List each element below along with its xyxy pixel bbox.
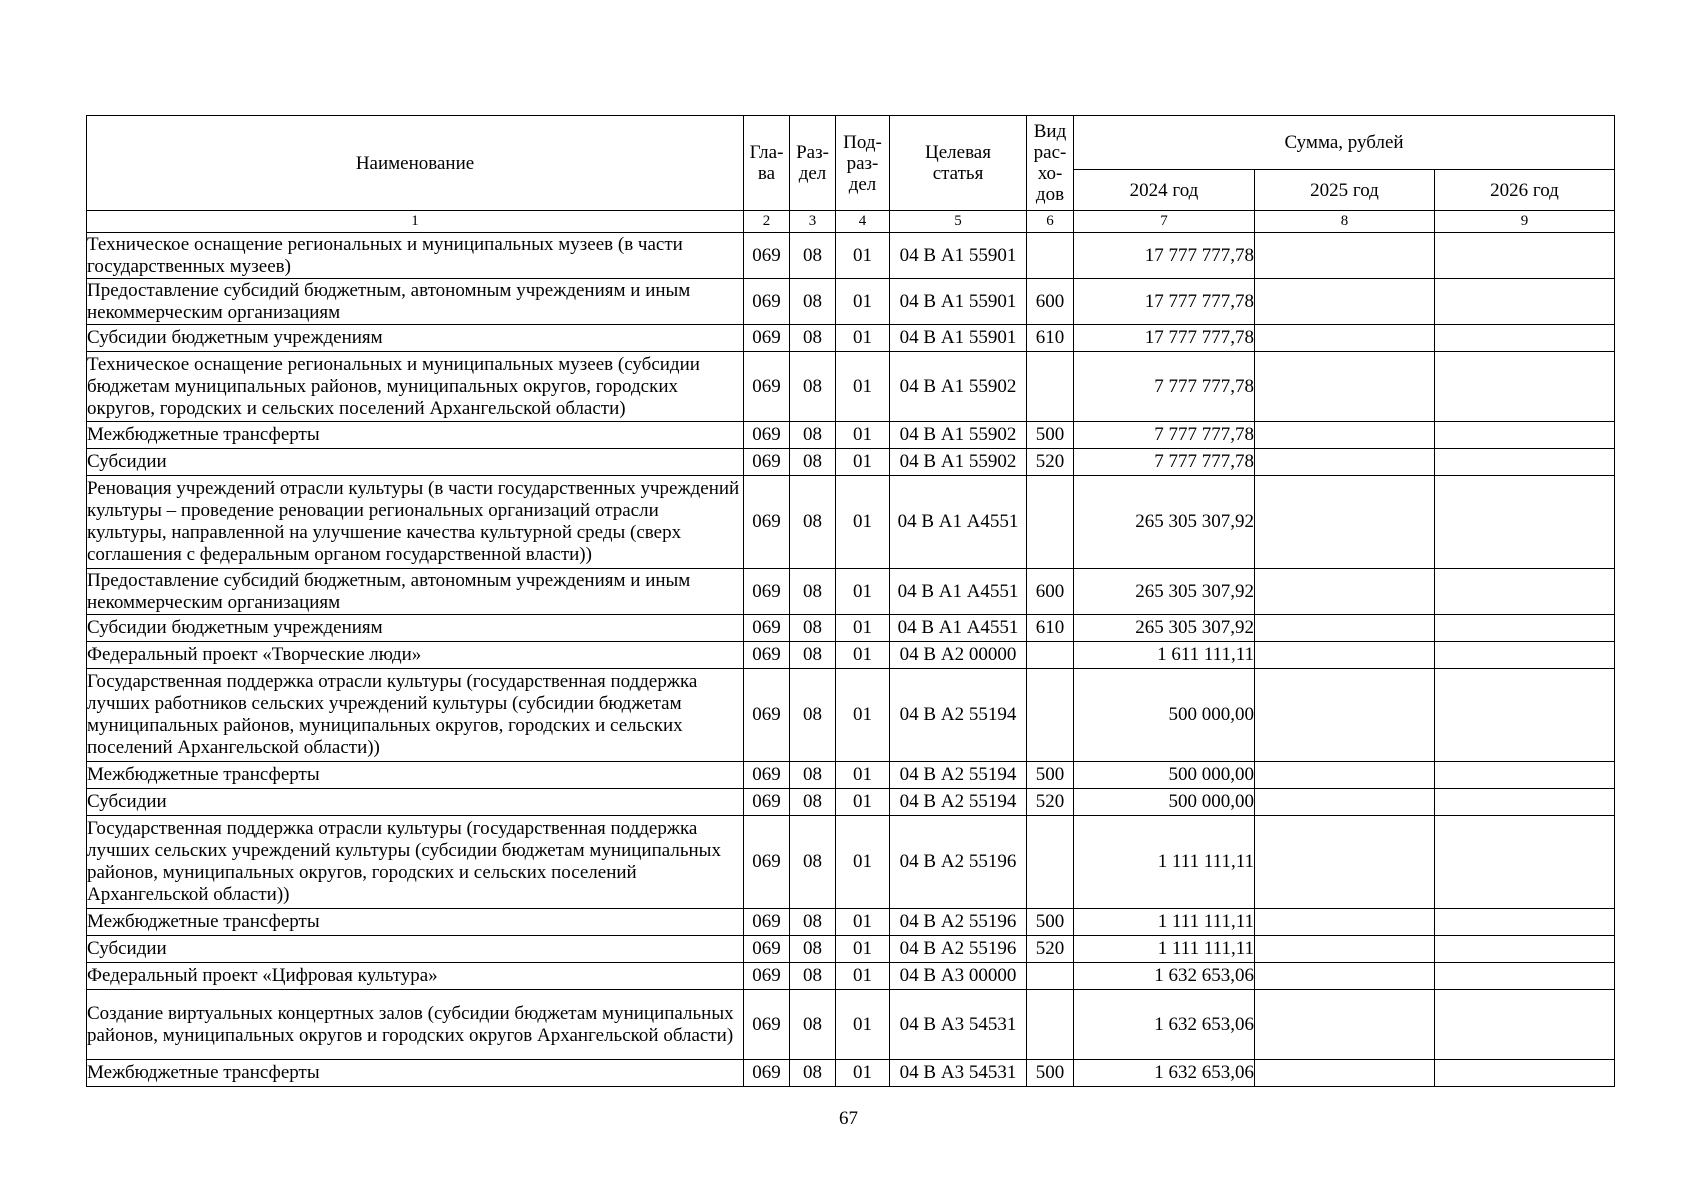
header-name: Наименование (87, 116, 744, 211)
row-subsection: 01 (836, 279, 890, 325)
row-target-article: 04 В А3 54531 (890, 990, 1027, 1060)
row-sum-2026 (1435, 936, 1615, 963)
row-chapter: 069 (744, 936, 790, 963)
table-row (87, 642, 1615, 669)
row-expense-type: 600 (1027, 279, 1074, 325)
row-section: 08 (790, 422, 836, 449)
row-target-article: 04 В А2 55196 (890, 936, 1027, 963)
row-sum-2025 (1255, 569, 1435, 615)
row-name: Субсидии бюджетным учреждениям (87, 325, 744, 352)
row-subsection: 01 (836, 233, 890, 279)
row-section: 08 (790, 279, 836, 325)
row-sum-2024: 1 632 653,06 (1074, 963, 1255, 990)
row-expense-type: 500 (1027, 1060, 1074, 1087)
row-chapter: 069 (744, 352, 790, 422)
row-sum-2024: 1 111 111,11 (1074, 936, 1255, 963)
row-section: 08 (790, 476, 836, 569)
row-chapter: 069 (744, 325, 790, 352)
row-sum-2026 (1435, 279, 1615, 325)
row-chapter: 069 (744, 1060, 790, 1087)
row-sum-2025 (1255, 279, 1435, 325)
row-expense-type (1027, 816, 1074, 909)
row-sum-2024: 265 305 307,92 (1074, 615, 1255, 642)
row-sum-2024: 7 777 777,78 (1074, 352, 1255, 422)
row-name: Государственная поддержка отрасли культуры (государственная поддержка лучших работников сельских учреждений культуры (субсидии бюджетам муниципальных районов, муниципальных округов, городских и сельских поселений Архангельской области)) (87, 669, 744, 762)
row-sum-2024: 7 777 777,78 (1074, 422, 1255, 449)
row-subsection: 01 (836, 642, 890, 669)
header-sum: Сумма, рублей (1074, 116, 1615, 170)
row-subsection: 01 (836, 615, 890, 642)
row-expense-type: 520 (1027, 789, 1074, 816)
row-section: 08 (790, 615, 836, 642)
row-section: 08 (790, 233, 836, 279)
header-section: Раз- дел (790, 116, 836, 211)
row-sum-2026 (1435, 449, 1615, 476)
table-row (87, 352, 1615, 422)
row-name: Создание виртуальных концертных залов (субсидии бюджетам муниципальных районов, муниципальных округов и городских округов Архангельской области) (87, 990, 744, 1060)
table-row (87, 615, 1615, 642)
row-subsection: 01 (836, 422, 890, 449)
row-sum-2025 (1255, 762, 1435, 789)
row-subsection: 01 (836, 936, 890, 963)
row-sum-2026 (1435, 233, 1615, 279)
row-expense-type: 610 (1027, 615, 1074, 642)
row-sum-2024: 1 611 111,11 (1074, 642, 1255, 669)
row-section: 08 (790, 325, 836, 352)
row-chapter: 069 (744, 816, 790, 909)
table-row (87, 762, 1615, 789)
row-sum-2025 (1255, 449, 1435, 476)
row-target-article: 04 В А2 55194 (890, 762, 1027, 789)
row-sum-2026 (1435, 642, 1615, 669)
row-chapter: 069 (744, 990, 790, 1060)
row-expense-type (1027, 990, 1074, 1060)
table-row (87, 1060, 1615, 1087)
column-number: 3 (790, 211, 836, 233)
row-target-article: 04 В А1 55901 (890, 325, 1027, 352)
table-row (87, 936, 1615, 963)
row-name: Субсидии бюджетным учреждениям (87, 615, 744, 642)
row-sum-2025 (1255, 615, 1435, 642)
row-name: Межбюджетные трансферты (87, 1060, 744, 1087)
row-subsection: 01 (836, 569, 890, 615)
table-body (87, 233, 1615, 1087)
row-sum-2026 (1435, 669, 1615, 762)
row-target-article: 04 В А1 55901 (890, 279, 1027, 325)
row-sum-2025 (1255, 1060, 1435, 1087)
row-sum-2024: 1 111 111,11 (1074, 816, 1255, 909)
row-section: 08 (790, 669, 836, 762)
table-row (87, 789, 1615, 816)
column-number: 2 (744, 211, 790, 233)
row-name: Государственная поддержка отрасли культуры (государственная поддержка лучших сельских учреждений культуры (субсидии бюджетам муниципальных районов, муниципальных округов, городских и сельских поселений Архангельской области)) (87, 816, 744, 909)
row-expense-type: 520 (1027, 449, 1074, 476)
row-sum-2024: 1 632 653,06 (1074, 1060, 1255, 1087)
row-subsection: 01 (836, 789, 890, 816)
row-name: Федеральный проект «Цифровая культура» (87, 963, 744, 990)
row-sum-2026 (1435, 816, 1615, 909)
row-target-article: 04 В А1 55901 (890, 233, 1027, 279)
page-number: 67 (839, 1108, 858, 1129)
header-subsection: Под- раз- дел (836, 116, 890, 211)
row-chapter: 069 (744, 615, 790, 642)
row-target-article: 04 В А1 А4551 (890, 476, 1027, 569)
row-expense-type (1027, 233, 1074, 279)
row-sum-2026 (1435, 569, 1615, 615)
row-chapter: 069 (744, 762, 790, 789)
row-sum-2025 (1255, 642, 1435, 669)
column-number: 5 (890, 211, 1027, 233)
row-subsection: 01 (836, 449, 890, 476)
row-sum-2024: 500 000,00 (1074, 669, 1255, 762)
row-section: 08 (790, 936, 836, 963)
row-section: 08 (790, 569, 836, 615)
row-target-article: 04 В А1 А4551 (890, 569, 1027, 615)
row-section: 08 (790, 762, 836, 789)
row-name: Межбюджетные трансферты (87, 909, 744, 936)
row-sum-2026 (1435, 762, 1615, 789)
row-chapter: 069 (744, 642, 790, 669)
row-target-article: 04 В А2 55194 (890, 669, 1027, 762)
row-subsection: 01 (836, 669, 890, 762)
row-name: Межбюджетные трансферты (87, 762, 744, 789)
row-sum-2025 (1255, 233, 1435, 279)
row-subsection: 01 (836, 1060, 890, 1087)
row-chapter: 069 (744, 476, 790, 569)
row-target-article: 04 В А3 54531 (890, 1060, 1027, 1087)
column-number: 4 (836, 211, 890, 233)
row-sum-2025 (1255, 816, 1435, 909)
column-number: 8 (1255, 211, 1435, 233)
row-sum-2025 (1255, 476, 1435, 569)
row-section: 08 (790, 816, 836, 909)
column-number: 1 (87, 211, 744, 233)
row-sum-2024: 500 000,00 (1074, 789, 1255, 816)
row-expense-type (1027, 963, 1074, 990)
row-name: Субсидии (87, 936, 744, 963)
row-section: 08 (790, 789, 836, 816)
row-sum-2025 (1255, 990, 1435, 1060)
header-year-2026: 2026 год (1435, 170, 1615, 211)
row-sum-2024: 7 777 777,78 (1074, 449, 1255, 476)
header-chapter: Гла- ва (744, 116, 790, 211)
row-subsection: 01 (836, 909, 890, 936)
table-row (87, 325, 1615, 352)
table-row (87, 476, 1615, 569)
row-name: Межбюджетные трансферты (87, 422, 744, 449)
row-section: 08 (790, 963, 836, 990)
row-sum-2025 (1255, 422, 1435, 449)
row-sum-2025 (1255, 669, 1435, 762)
row-subsection: 01 (836, 816, 890, 909)
row-sum-2024: 265 305 307,92 (1074, 569, 1255, 615)
row-expense-type (1027, 476, 1074, 569)
row-name: Техническое оснащение региональных и муниципальных музеев (субсидии бюджетам муниципальных районов, муниципальных округов, городских округов, городских и сельских поселений Архангельской области) (87, 352, 744, 422)
row-subsection: 01 (836, 352, 890, 422)
column-number: 6 (1027, 211, 1074, 233)
row-expense-type (1027, 642, 1074, 669)
row-expense-type: 600 (1027, 569, 1074, 615)
row-sum-2025 (1255, 936, 1435, 963)
row-subsection: 01 (836, 762, 890, 789)
row-sum-2024: 17 777 777,78 (1074, 325, 1255, 352)
row-sum-2024: 1 632 653,06 (1074, 990, 1255, 1060)
row-sum-2026 (1435, 789, 1615, 816)
column-numbers-row (87, 211, 1615, 233)
column-number: 9 (1435, 211, 1615, 233)
row-chapter: 069 (744, 963, 790, 990)
row-sum-2025 (1255, 789, 1435, 816)
row-target-article: 04 В А3 00000 (890, 963, 1027, 990)
header-target: Целевая статья (890, 116, 1027, 211)
row-chapter: 069 (744, 909, 790, 936)
row-chapter: 069 (744, 279, 790, 325)
row-chapter: 069 (744, 669, 790, 762)
row-sum-2025 (1255, 325, 1435, 352)
budget-table (86, 115, 1615, 1087)
row-chapter: 069 (744, 569, 790, 615)
row-expense-type: 500 (1027, 762, 1074, 789)
row-section: 08 (790, 1060, 836, 1087)
row-section: 08 (790, 909, 836, 936)
row-sum-2024: 17 777 777,78 (1074, 279, 1255, 325)
header-year-2025: 2025 год (1255, 170, 1435, 211)
table-row (87, 990, 1615, 1060)
row-name: Реновация учреждений отрасли культуры (в части государственных учреждений культуры – проведение реновации региональных организаций отрасли культуры, направленной на улучшение качества культурной среды (сверх соглашения с федеральным органом государственной власти)) (87, 476, 744, 569)
row-sum-2026 (1435, 990, 1615, 1060)
row-sum-2024: 1 111 111,11 (1074, 909, 1255, 936)
row-chapter: 069 (744, 422, 790, 449)
row-sum-2025 (1255, 352, 1435, 422)
table-row (87, 909, 1615, 936)
row-section: 08 (790, 352, 836, 422)
row-target-article: 04 В А1 55902 (890, 422, 1027, 449)
row-chapter: 069 (744, 233, 790, 279)
table-row (87, 279, 1615, 325)
row-sum-2026 (1435, 963, 1615, 990)
row-name: Предоставление субсидий бюджетным, автономным учреждениям и иным некоммерческим организациям (87, 279, 744, 325)
row-name: Федеральный проект «Творческие люди» (87, 642, 744, 669)
row-expense-type: 520 (1027, 936, 1074, 963)
row-subsection: 01 (836, 963, 890, 990)
row-target-article: 04 В А1 55902 (890, 449, 1027, 476)
row-sum-2024: 500 000,00 (1074, 762, 1255, 789)
table-row (87, 233, 1615, 279)
header-expense-type: Вид рас- хо- дов (1027, 116, 1074, 211)
column-number: 7 (1074, 211, 1255, 233)
row-sum-2026 (1435, 325, 1615, 352)
row-target-article: 04 В А2 55196 (890, 909, 1027, 936)
row-sum-2026 (1435, 422, 1615, 449)
table-row (87, 569, 1615, 615)
row-expense-type: 610 (1027, 325, 1074, 352)
row-sum-2026 (1435, 909, 1615, 936)
row-target-article: 04 В А2 00000 (890, 642, 1027, 669)
row-sum-2026 (1435, 476, 1615, 569)
header-year-2024: 2024 год (1074, 170, 1255, 211)
row-subsection: 01 (836, 476, 890, 569)
row-subsection: 01 (836, 990, 890, 1060)
row-name: Предоставление субсидий бюджетным, автономным учреждениям и иным некоммерческим организациям (87, 569, 744, 615)
row-sum-2026 (1435, 615, 1615, 642)
row-sum-2026 (1435, 1060, 1615, 1087)
row-sum-2025 (1255, 909, 1435, 936)
row-sum-2024: 17 777 777,78 (1074, 233, 1255, 279)
row-expense-type: 500 (1027, 909, 1074, 936)
table-row (87, 816, 1615, 909)
row-name: Субсидии (87, 449, 744, 476)
row-sum-2025 (1255, 963, 1435, 990)
row-name: Субсидии (87, 789, 744, 816)
row-expense-type (1027, 669, 1074, 762)
table-row (87, 422, 1615, 449)
row-sum-2024: 265 305 307,92 (1074, 476, 1255, 569)
row-target-article: 04 В А2 55194 (890, 789, 1027, 816)
row-section: 08 (790, 990, 836, 1060)
row-subsection: 01 (836, 325, 890, 352)
row-chapter: 069 (744, 789, 790, 816)
row-sum-2026 (1435, 352, 1615, 422)
row-target-article: 04 В А1 55902 (890, 352, 1027, 422)
row-expense-type (1027, 352, 1074, 422)
row-name: Техническое оснащение региональных и муниципальных музеев (в части государственных музеев) (87, 233, 744, 279)
table-row (87, 449, 1615, 476)
row-target-article: 04 В А2 55196 (890, 816, 1027, 909)
row-chapter: 069 (744, 449, 790, 476)
table-row (87, 669, 1615, 762)
table-row (87, 963, 1615, 990)
row-expense-type: 500 (1027, 422, 1074, 449)
row-section: 08 (790, 642, 836, 669)
row-section: 08 (790, 449, 836, 476)
row-target-article: 04 В А1 А4551 (890, 615, 1027, 642)
